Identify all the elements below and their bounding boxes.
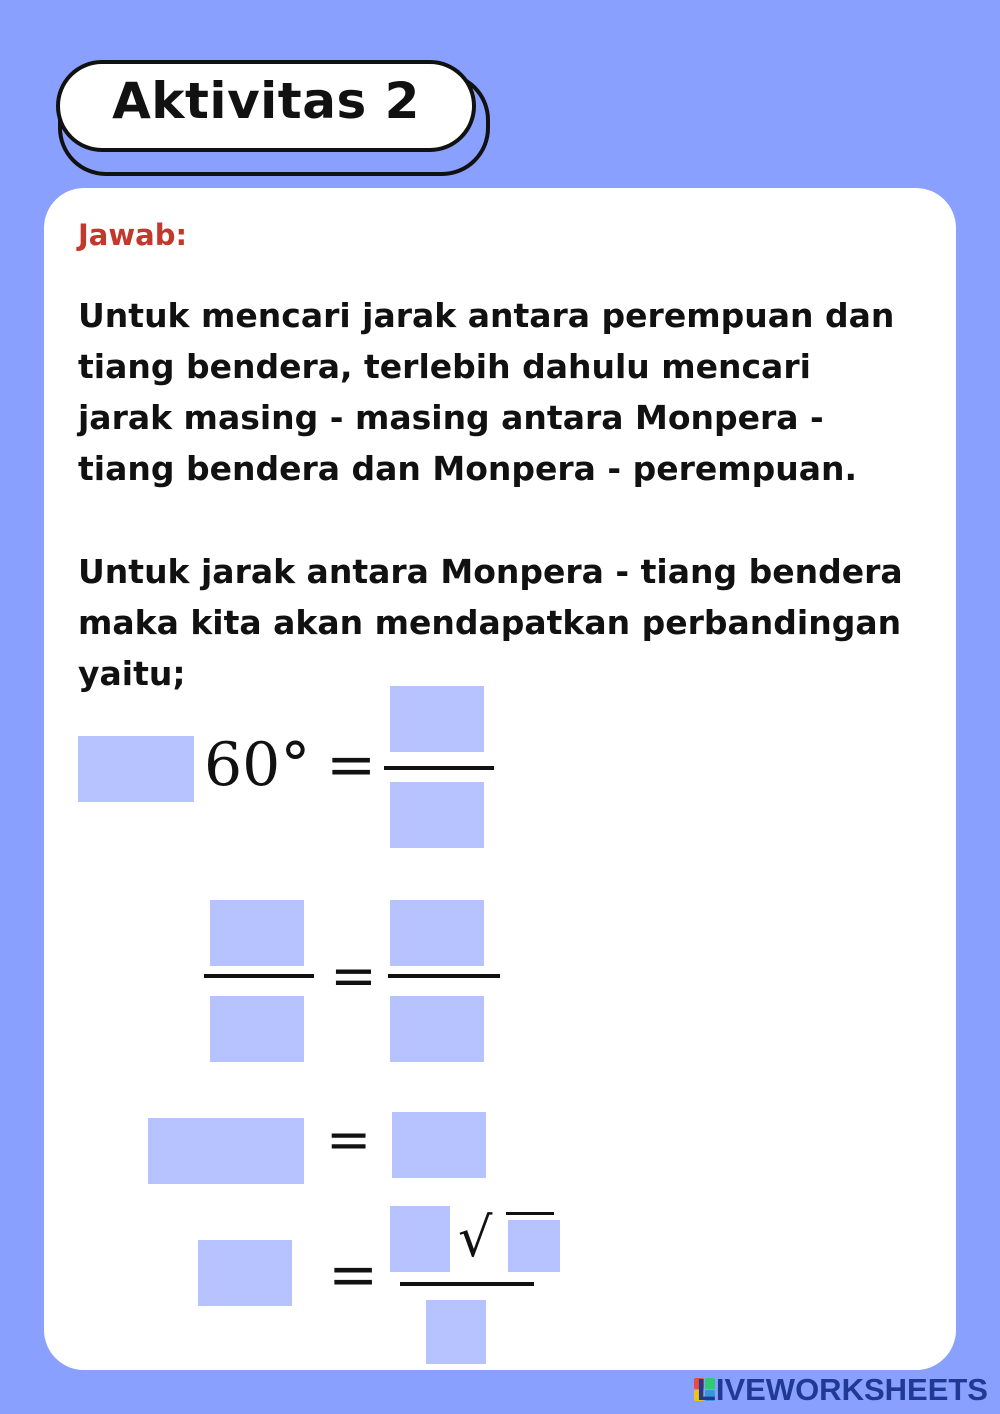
- answer-blank-trig-function[interactable]: [78, 736, 194, 802]
- answer-blank-numerator[interactable]: [210, 900, 304, 966]
- equals-sign: =: [326, 730, 377, 800]
- page-title: Aktivitas 2: [112, 72, 420, 130]
- radical-bar: [506, 1212, 554, 1215]
- answer-label: Jawab:: [78, 218, 188, 252]
- title-pill: [56, 60, 476, 152]
- fraction-bar: [204, 974, 314, 978]
- answer-blank-left-side[interactable]: [198, 1240, 292, 1306]
- brand-watermark: LIVEWORKSHEETS: [696, 1372, 988, 1407]
- paragraph-intro: Untuk mencari jarak antara perempuan dan tiang bendera, terlebih dahulu mencari jarak masing - masing antara Monpera - tiang bendera dan Monpera - perempuan.: [78, 296, 895, 488]
- answer-blank-denominator[interactable]: [210, 996, 304, 1062]
- fraction-bar: [388, 974, 500, 978]
- answer-blank-denominator[interactable]: [390, 996, 484, 1062]
- fraction-bar: [400, 1282, 534, 1286]
- fraction-bar: [384, 766, 494, 770]
- answer-blank-numerator[interactable]: [390, 686, 484, 752]
- angle-text: 60°: [204, 730, 311, 800]
- answer-blank-denominator[interactable]: [390, 782, 484, 848]
- equals-sign: =: [330, 944, 377, 1009]
- answer-blank-radicand[interactable]: [508, 1220, 560, 1272]
- equals-sign: =: [326, 1108, 372, 1171]
- equals-sign: =: [328, 1240, 379, 1310]
- answer-blank-coefficient[interactable]: [390, 1206, 450, 1272]
- answer-blank-numerator[interactable]: [390, 900, 484, 966]
- square-root-icon: √: [458, 1206, 493, 1269]
- answer-blank-denominator[interactable]: [426, 1300, 486, 1364]
- answer-blank-right-side[interactable]: [392, 1112, 486, 1178]
- answer-blank-left-side[interactable]: [148, 1118, 304, 1184]
- paragraph-ratio: Untuk jarak antara Monpera - tiang bendera maka kita akan mendapatkan perbandingan yaitu;: [78, 552, 903, 693]
